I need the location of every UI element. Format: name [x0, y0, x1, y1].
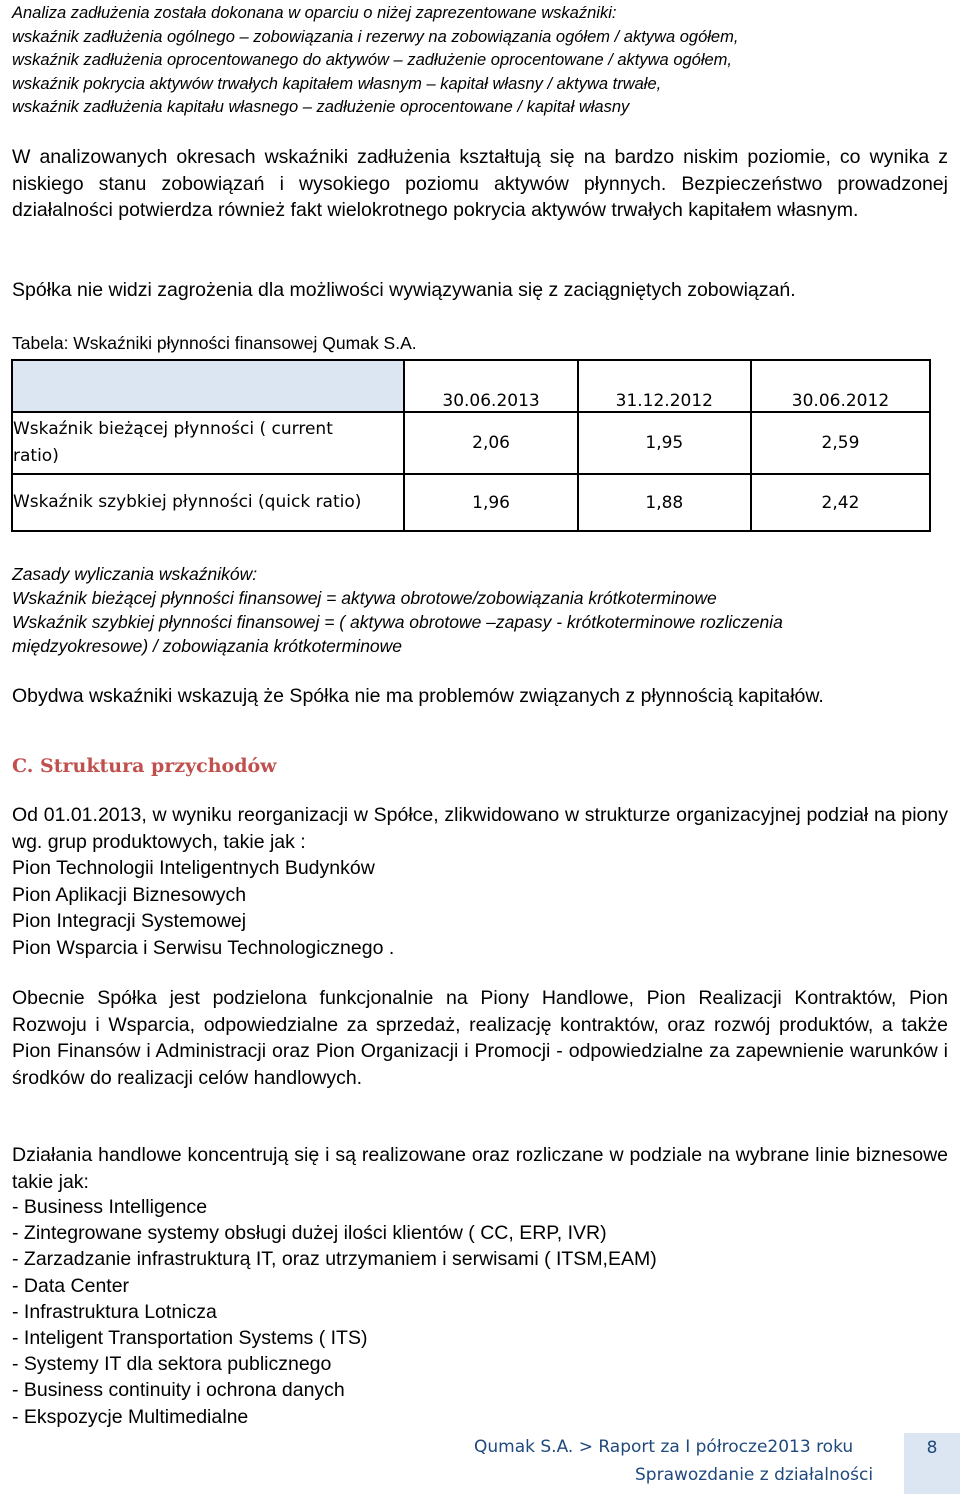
row-label-line: ratio)	[13, 446, 59, 466]
column-header: 30.06.2012	[751, 360, 930, 412]
table-header-row	[12, 360, 930, 412]
intro-line: wskaźnik zadłużenia kapitału własnego – zadłużenie oprocentowane / kapitał własny	[12, 98, 630, 116]
reorganization-paragraph: Od 01.01.2013, w wyniku reorganizacji w Spółce, zlikwidowano w strukturze organizacyjnej podział na piony wg. grup produktowych, takie jak :	[12, 804, 948, 853]
intro-line: wskaźnik zadłużenia oprocentowanego do aktywów – zadłużenie oprocentowane / aktywa ogółem,	[12, 51, 733, 69]
debt-ratios-intro	[12, 2, 952, 120]
footer-report-title: Qumak S.A. > Raport za I półrocze2013 roku	[474, 1437, 854, 1457]
list-item: - Ekspozycje Multimedialne	[12, 1405, 249, 1428]
business-lines-intro: Działania handlowe koncentrują się i są realizowane oraz rozliczane w podziale na wybrane linie biznesowe takie jak:	[12, 1144, 948, 1193]
section-heading: C. Struktura przychodów	[12, 755, 277, 777]
row-label	[12, 412, 404, 474]
table-cell: 2,59	[751, 412, 930, 474]
list-item: Pion Aplikacji Biznesowych	[12, 883, 247, 906]
rules-line: Wskaźnik bieżącej płynności finansowej = aktywa obrotowe/zobowiązania krótkoterminowe	[12, 588, 717, 608]
risk-statement: Spółka nie widzi zagrożenia dla możliwości wywiązywania się z zaciągniętych zobowiązań.	[12, 279, 796, 301]
table-row	[12, 412, 930, 474]
table-cell: 1,95	[578, 412, 751, 474]
structure-paragraph: Obecnie Spółka jest podzielona funkcjonalnie na Piony Handlowe, Pion Realizacji Kontraktów, Pion Rozwoju i Wsparcia, odpowiedzialne za sprzedaż, realizację kontraktów, oraz rozwój produktów, a także Pion Finansów i Administracji oraz Pion Organizacji i Promocji - odpowiedzialne za zapewnienie warunków i środków do realizacji celów handlowych.	[12, 987, 948, 1089]
list-item: - Inteligent Transportation Systems ( ITS)	[12, 1327, 368, 1350]
rules-line: Zasady wyliczania wskaźników:	[12, 564, 258, 584]
row-label: Wskaźnik szybkiej płynności (quick ratio)	[12, 474, 404, 531]
table-cell: 1,88	[578, 474, 751, 531]
rules-line: Wskaźnik szybkiej płynności finansowej = ( aktywa obrotowe –zapasy - krótkoterminowe rozliczenia	[12, 612, 783, 632]
page-number: 8	[926, 1438, 938, 1458]
footer-section-title: Sprawozdanie z działalności	[635, 1465, 874, 1485]
list-item: - Infrastruktura Lotnicza	[12, 1300, 217, 1323]
business-lines-list	[12, 1194, 657, 1430]
list-item: - Business Intelligence	[12, 1196, 208, 1218]
page-footer	[0, 1433, 960, 1494]
intro-line: Analiza zadłużenia została dokonana w oparciu o niżej zaprezentowane wskaźniki:	[12, 4, 617, 22]
list-item: Pion Technologii Inteligentnych Budynków	[12, 857, 375, 879]
list-item: Pion Wsparcia i Serwisu Technologicznego .	[12, 936, 395, 959]
list-item: - Zarzadzanie infrastrukturą IT, oraz utrzymaniem i serwisami ( ITSM,EAM)	[12, 1248, 657, 1271]
page-number-box	[904, 1433, 960, 1494]
debt-analysis-paragraph: W analizowanych okresach wskaźniki zadłużenia kształtują się na bardzo niskim poziomie, co wynika z niskiego stanu zobowiązań i wysokiego poziomu aktywów płynnych. Bezpieczeństwo prowadzonej działalności potwierdza również fakt wielokrotnego pokrycia aktywów trwałych kapitałem własnym.	[12, 146, 948, 221]
list-item: Pion Integracji Systemowej	[12, 910, 247, 932]
table-caption: Tabela: Wskaźniki płynności finansowej Qumak S.A.	[12, 333, 417, 353]
row-label-line: Wskaźnik bieżącej płynności ( current	[13, 419, 333, 439]
table-cell: 1,96	[404, 474, 577, 531]
table-corner-cell	[12, 360, 404, 412]
liquidity-conclusion: Obydwa wskaźniki wskazują że Spółka nie ma problemów związanych z płynnością kapitałów.	[12, 685, 824, 707]
intro-line: wskaźnik zadłużenia ogólnego – zobowiązania i rezerwy na zobowiązania ogółem / aktywa ogółem,	[12, 27, 739, 46]
divisions-list	[12, 855, 948, 961]
table-row	[12, 474, 930, 531]
table-cell: 2,42	[751, 474, 930, 531]
column-header: 31.12.2012	[578, 360, 751, 412]
liquidity-table	[11, 359, 931, 532]
rules-line: międzyokresowe) / zobowiązania krótkoterminowe	[12, 636, 403, 656]
intro-line: wskaźnik pokrycia aktywów trwałych kapitałem własnym – kapitał własny / aktywa trwałe,	[12, 74, 662, 93]
list-item: - Zintegrowane systemy obsługi dużej ilości klientów ( CC, ERP, IVR)	[12, 1222, 607, 1245]
column-header: 30.06.2013	[404, 360, 577, 412]
list-item: - Business continuity i ochrona danych	[12, 1379, 345, 1402]
list-item: - Data Center	[12, 1274, 130, 1297]
calculation-rules	[12, 562, 952, 658]
table-cell: 2,06	[404, 412, 577, 474]
list-item: - Systemy IT dla sektora publicznego	[12, 1353, 332, 1376]
